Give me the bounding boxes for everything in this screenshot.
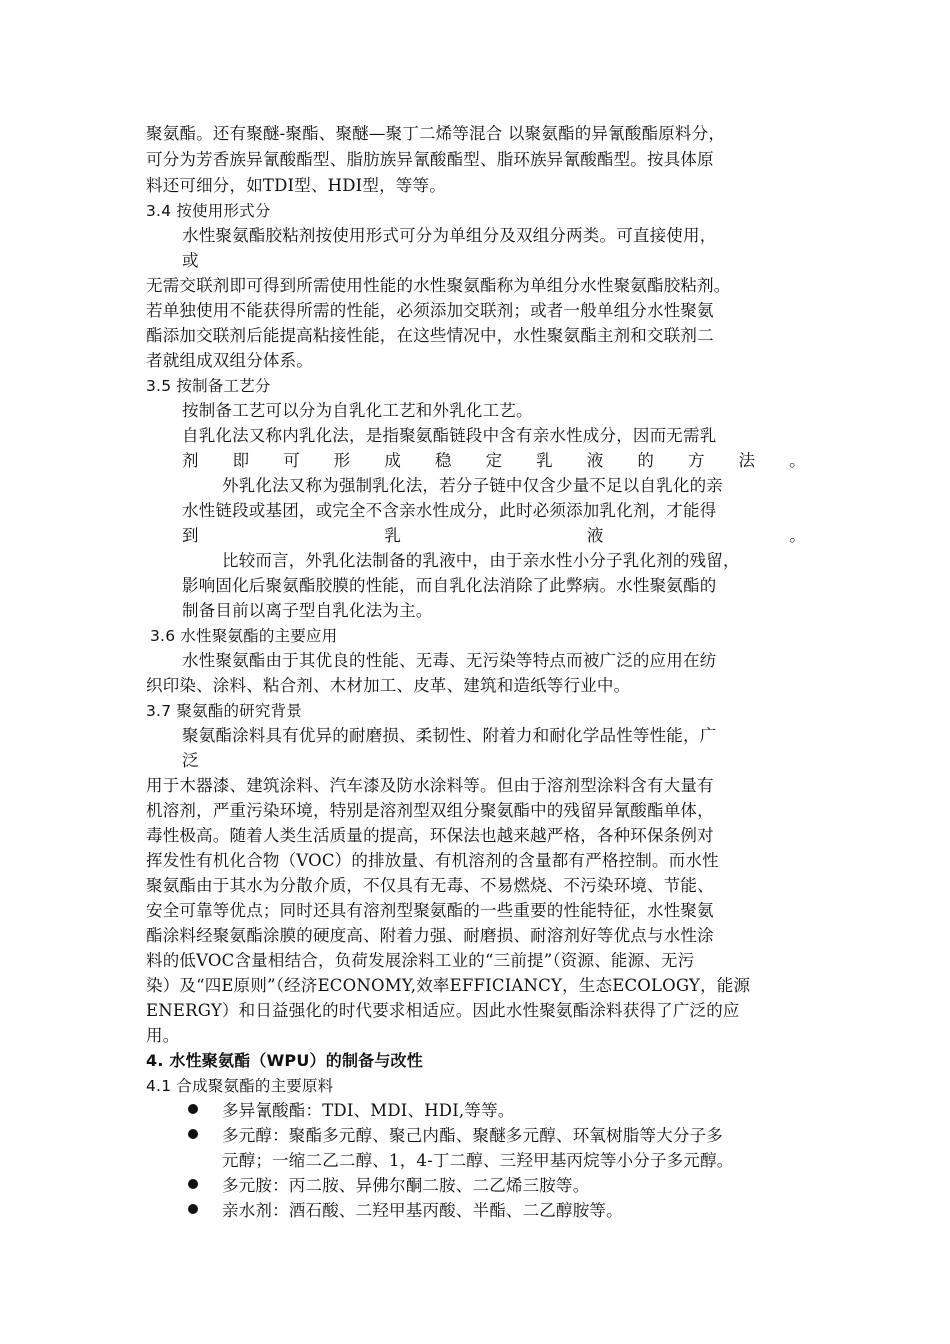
section-heading-4: 4. 水性聚氨酯（WPU）的制备与改性 bbox=[146, 1051, 423, 1070]
paragraph-line: 毒性极高。随着人类生活质量的提高，环保法也越来越严格，各种环保条例对 bbox=[146, 826, 714, 845]
char: 乳 bbox=[536, 451, 553, 470]
paragraph-line: 染）及“四E原则”（经济ECONOMY,效率EFFICIANCY，生态ECOLOGY，能源 bbox=[146, 976, 751, 995]
paragraph-line: 水性聚氨酯胶粘剂按使用形式可分为单组分及双组分两类。可直接使用， bbox=[182, 226, 717, 245]
list-item: 多元醇：聚酯多元醇、聚己内酯、聚醚多元醇、环氧树脂等大分子多 bbox=[222, 1126, 723, 1145]
char: 即 bbox=[232, 451, 250, 470]
char: 稳 bbox=[434, 451, 452, 470]
paragraph-line: 无需交联剂即可得到所需使用性能的水性聚氨酯称为单组分水性聚氨酯胶粘剂。 bbox=[146, 276, 731, 295]
char: 剂 bbox=[182, 451, 199, 470]
paragraph-line: 比较而言，外乳化法制备的乳液中，由于亲水性小分子乳化剂的残留， bbox=[222, 551, 740, 570]
list-item: 亲水剂：酒石酸、二羟甲基丙酸、半酯、二乙醇胺等。 bbox=[222, 1201, 623, 1220]
char: 定 bbox=[485, 451, 503, 470]
paragraph-line: 或 bbox=[182, 251, 199, 270]
section-heading-3-7: 3.7 聚氨酯的研究背景 bbox=[146, 702, 302, 720]
justified-line bbox=[182, 524, 806, 548]
paragraph-line: 料还可细分，如TDI型、HDI型，等等。 bbox=[146, 176, 446, 195]
bullet-icon bbox=[186, 1174, 200, 1188]
char: 。 bbox=[789, 526, 806, 545]
char: 液 bbox=[586, 526, 604, 545]
char: 法 bbox=[738, 451, 756, 470]
char: 液 bbox=[586, 451, 604, 470]
paragraph-line: 水性链段或基团，或完全不含亲水性成分，此时必须添加乳化剂，才能得 bbox=[182, 501, 717, 520]
char: 。 bbox=[789, 451, 806, 470]
list-item: 多元胺：丙二胺、异佛尔酮二胺、二乙烯三胺等。 bbox=[222, 1176, 590, 1195]
section-heading-4-1: 4.1 合成聚氨酯的主要原料 bbox=[146, 1077, 334, 1095]
paragraph-line: 用。 bbox=[146, 1026, 180, 1045]
char: 方 bbox=[687, 451, 705, 470]
section-heading-3-5: 3.5 按制备工艺分 bbox=[146, 377, 271, 395]
char: 到 bbox=[182, 526, 199, 545]
section-heading-3-4: 3.4 按使用形式分 bbox=[146, 202, 271, 220]
list-item: 多异氰酸酯：TDI、MDI、HDI,等等。 bbox=[222, 1101, 515, 1120]
paragraph-line: 外乳化法又称为强制乳化法，若分子链中仅含少量不足以自乳化的亲 bbox=[222, 476, 723, 495]
char: 乳 bbox=[384, 526, 402, 545]
paragraph-line: 聚氨酯由于其水为分散介质，不仅具有无毒、不易燃烧、不污染环境、节能、 bbox=[146, 876, 714, 895]
paragraph-line: 机溶剂，严重污染环境，特别是溶剂型双组分聚氨酯中的残留异氰酸酯单体， bbox=[146, 801, 714, 820]
paragraph-line: 者就组成双组分体系。 bbox=[146, 351, 313, 370]
char: 的 bbox=[637, 451, 655, 470]
paragraph-line: 酯涂料经聚氨酯涂膜的硬度高、附着力强、耐磨损、耐溶剂好等优点与水性涂 bbox=[146, 926, 714, 945]
char: 可 bbox=[283, 451, 300, 470]
paragraph-line: 影响固化后聚氨酯胶膜的性能，而自乳化法消除了此弊病。水性聚氨酯的 bbox=[182, 576, 717, 595]
paragraph-line: 若单独使用不能获得所需的性能，必须添加交联剂；或者一般单组分水性聚氨 bbox=[146, 301, 714, 320]
paragraph-line: 安全可靠等优点；同时还具有溶剂型聚氨酯的一些重要的性能特征，水性聚氨 bbox=[146, 901, 714, 920]
paragraph-line: 自乳化法又称内乳化法，是指聚氨酯链段中含有亲水性成分，因而无需乳 bbox=[182, 426, 717, 445]
bullet-icon bbox=[186, 1199, 200, 1213]
char: 形 bbox=[333, 451, 351, 470]
paragraph-line: 料的低VOC含量相结合，负荷发展涂料工业的“三前提”（资源、能源、无污 bbox=[146, 951, 695, 970]
paragraph-line: 酯添加交联剂后能提高粘接性能，在这些情况中，水性聚氨酯主剂和交联剂二 bbox=[146, 326, 714, 345]
paragraph-line: 泛 bbox=[182, 751, 199, 770]
char: 成 bbox=[384, 451, 402, 470]
paragraph-line: 聚氨酯。还有聚醚-聚酯、聚醚—聚丁二烯等混合 以聚氨酯的异氰酸酯原料分， bbox=[146, 124, 726, 143]
bullet-icon bbox=[186, 1124, 200, 1138]
paragraph-line: 可分为芳香族异氰酸酯型、脂肪族异氰酸酯型、脂环族异氰酸酯型。按具体原 bbox=[146, 150, 714, 169]
section-heading-3-6: 3.6 水性聚氨酯的主要应用 bbox=[150, 627, 338, 645]
justified-line bbox=[182, 449, 806, 473]
paragraph-line: 制备目前以离子型自乳化法为主。 bbox=[182, 601, 433, 620]
paragraph-line: 织印染、涂料、粘合剂、木材加工、皮革、建筑和造纸等行业中。 bbox=[146, 676, 631, 695]
paragraph-line: 用于木器漆、建筑涂料、汽车漆及防水涂料等。但由于溶剂型涂料含有大量有 bbox=[146, 776, 714, 795]
paragraph-line: 水性聚氨酯由于其优良的性能、无毒、无污染等特点而被广泛的应用在纺 bbox=[182, 651, 717, 670]
paragraph-line: 挥发性有机化合物（VOC）的排放量、有机溶剂的含量都有严格控制。而水性 bbox=[146, 851, 719, 870]
bullet-icon bbox=[186, 1099, 200, 1113]
paragraph-line: 按制备工艺可以分为自乳化工艺和外乳化工艺。 bbox=[182, 401, 533, 420]
paragraph-line: 聚氨酯涂料具有优异的耐磨损、柔韧性、附着力和耐化学品性等性能，广 bbox=[182, 726, 717, 745]
list-item-continuation: 元醇；一缩二乙二醇、1，4-丁二醇、三羟甲基丙烷等小分子多元醇。 bbox=[222, 1151, 734, 1170]
paragraph-line: ENERGY）和日益强化的时代要求相适应。因此水性聚氨酯涂料获得了广泛的应 bbox=[146, 1001, 740, 1020]
